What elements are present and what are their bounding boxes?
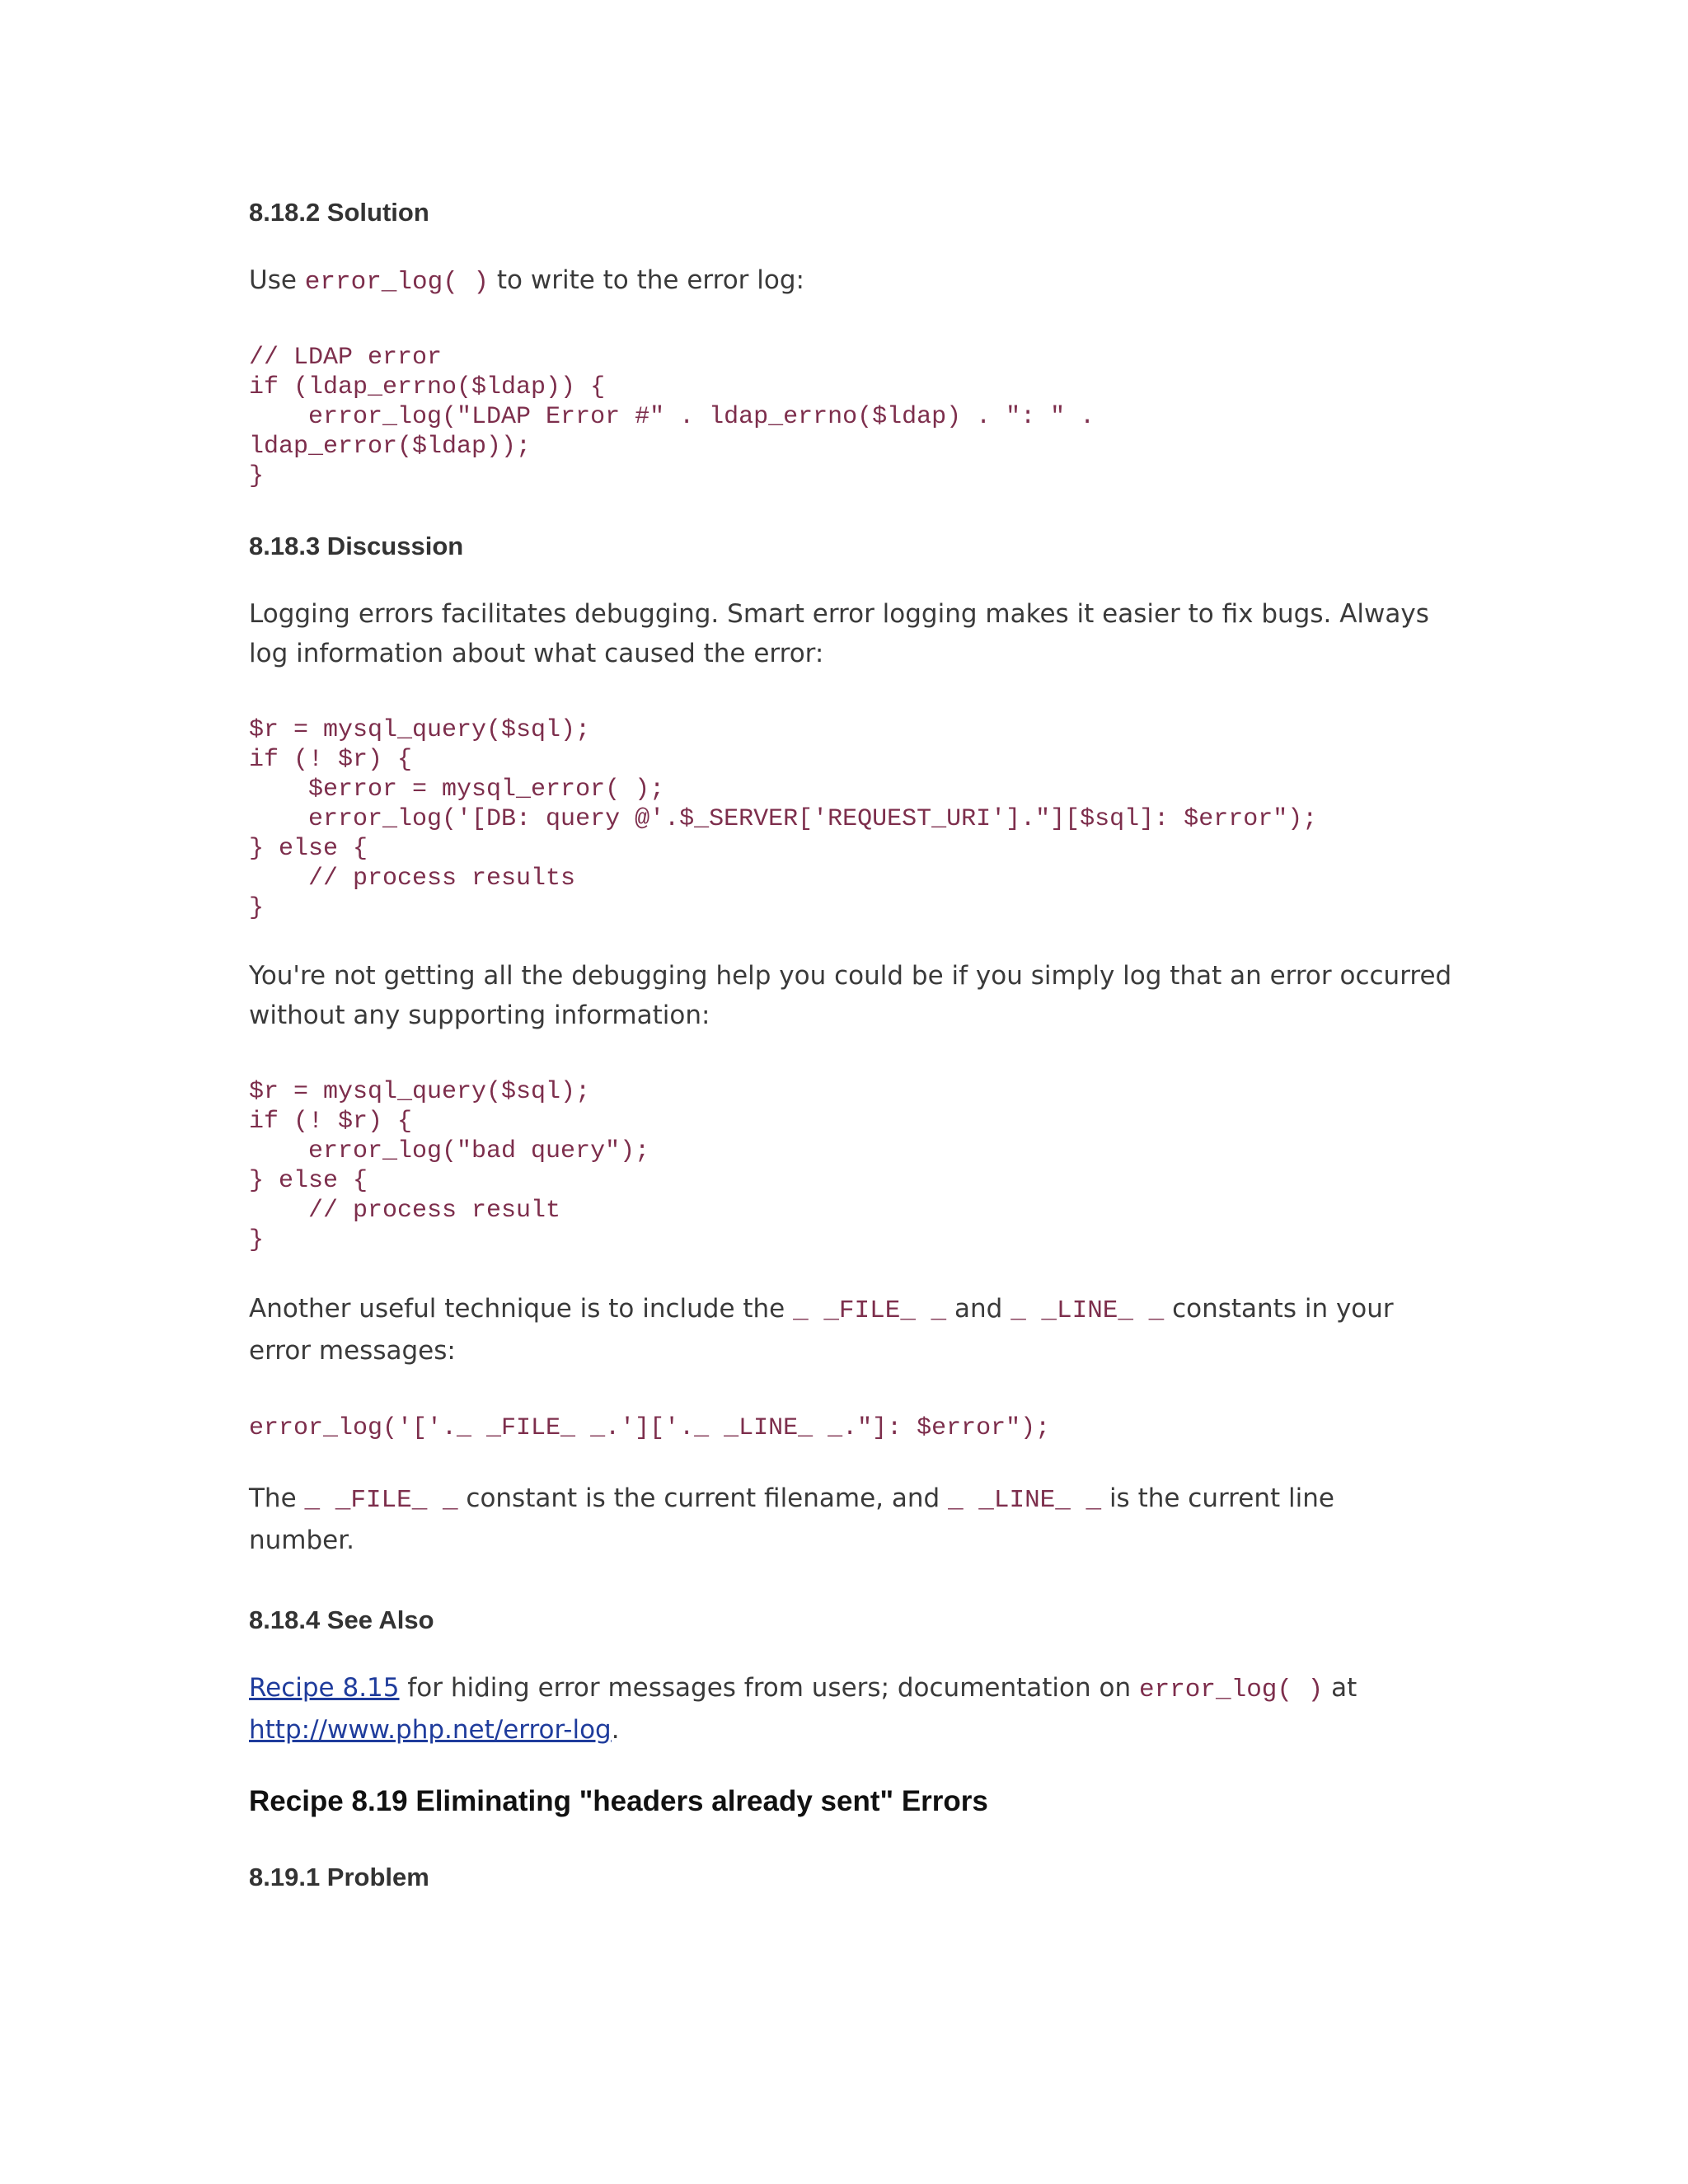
inline-code: _ _LINE_ _ xyxy=(948,1486,1102,1515)
code-block-ldap: // LDAP error if (ldap_errno($ldap)) { error_log("LDAP Error #" . ldap_errno($ldap) . ": " . ldap_error($ldap)); } xyxy=(249,344,1095,490)
section-heading-solution: 8.18.2 Solution xyxy=(249,198,429,227)
inline-code: _ _FILE_ _ xyxy=(304,1486,458,1515)
php-docs-link[interactable]: http://www.php.net/error-log xyxy=(249,1715,612,1745)
solution-paragraph: Use error_log( ) to write to the error log: xyxy=(249,265,804,297)
recipe-link[interactable]: Recipe 8.15 xyxy=(249,1673,400,1703)
discussion-paragraph-4: The _ _FILE_ _ constant is the current filename, and _ _LINE_ _ is the current line number. xyxy=(249,1483,1334,1555)
recipe-heading: Recipe 8.19 Eliminating "headers already sent" Errors xyxy=(249,1785,988,1817)
code-block-file-line: error_log('['._ _FILE_ _.']['._ _LINE_ _."]: $error"); xyxy=(249,1414,1051,1442)
discussion-paragraph-1: Logging errors facilitates debugging. Smart error logging makes it easier to fix bugs. Always log information about what caused the error: xyxy=(249,599,1429,668)
see-also-paragraph: Recipe 8.15 for hiding error messages from users; documentation on error_log( ) at http://www.php.net/error-log. xyxy=(249,1673,1357,1745)
section-heading-see-also: 8.18.4 See Also xyxy=(249,1605,434,1634)
section-heading-discussion: 8.18.3 Discussion xyxy=(249,532,464,560)
inline-code: _ _FILE_ _ xyxy=(793,1296,947,1325)
code-block-mysql-error: $r = mysql_query($sql); if (! $r) { $error = mysql_error( ); error_log('[DB: query @'.$_SERVER['REQUEST_URI']."][$sql]: $error"); } else { // process results } xyxy=(249,716,1318,922)
discussion-paragraph-3: Another useful technique is to include the _ _FILE_ _ and _ _LINE_ _ constants in your error messages: xyxy=(249,1294,1394,1366)
inline-code: error_log( ) xyxy=(1138,1675,1324,1704)
discussion-paragraph-2: You're not getting all the debugging help you could be if you simply log that an error occurred without any supporting information: xyxy=(249,961,1452,1030)
section-heading-problem: 8.19.1 Problem xyxy=(249,1863,429,1891)
code-block-bad-query: $r = mysql_query($sql); if (! $r) { error_log("bad query"); } else { // process result } xyxy=(249,1078,650,1254)
inline-code: error_log( ) xyxy=(304,268,490,297)
inline-code: _ _LINE_ _ xyxy=(1010,1296,1165,1325)
